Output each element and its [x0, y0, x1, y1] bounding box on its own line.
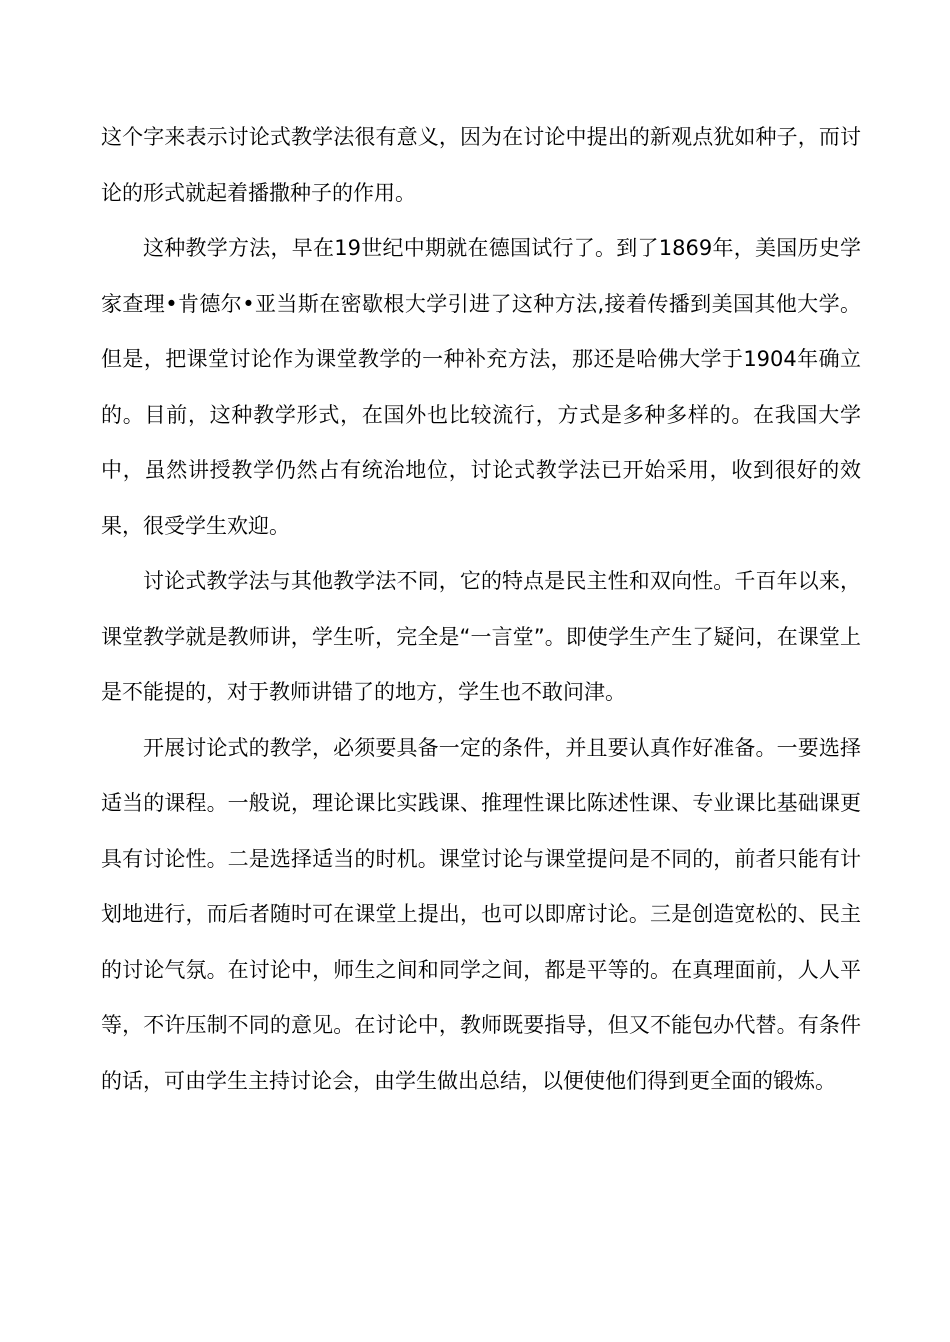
document-body	[101, 110, 861, 1109]
paragraph-characteristics: 讨论式教学法与其他教学法不同，它的特点是民主性和双向性。千百年以来，课堂教学就是教师讲，学生听，完全是“一言堂”。即使学生产生了疑问，在课堂上是不能提的，对于教师讲错了的地方，学生也不敢问津。	[101, 569, 861, 704]
paragraph-continuation: 这个字来表示讨论式教学法很有意义，因为在讨论中提出的新观点犹如种子，而讨论的形式就起着播撒种子的作用。	[101, 125, 861, 205]
paragraph-conditions: 开展讨论式的教学，必须要具备一定的条件，并且要认真作好准备。一要选择适当的课程。一般说，理论课比实践课、推理性课比陈述性课、专业课比基础课更具有讨论性。二是选择适当的时机。课堂讨论与课堂提问是不同的，前者只能有计划地进行，而后者随时可在课堂上提出，也可以即席讨论。三是创造宽松的、民主的讨论气氛。在讨论中，师生之间和同学之间，都是平等的。在真理面前，人人平等，不许压制不同的意见。在讨论中，教师既要指导，但又不能包办代替。有条件的话，可由学生主持讨论会，由学生做出总结，以便使他们得到更全面的锻炼。	[101, 735, 861, 1093]
paragraph-history: 这种教学方法，早在19世纪中期就在德国试行了。到了1869年，美国历史学家查理•肯德尔•亚当斯在密歇根大学引进了这种方法,接着传播到美国其他大学。但是，把课堂讨论作为课堂教学的一种补充方法，那还是哈佛大学于1904年确立的。目前，这种教学形式，在国外也比较流行，方式是多种多样的。在我国大学中，虽然讲授教学仍然占有统治地位，讨论式教学法已开始采用，收到很好的效果，很受学生欢迎。	[101, 236, 861, 538]
